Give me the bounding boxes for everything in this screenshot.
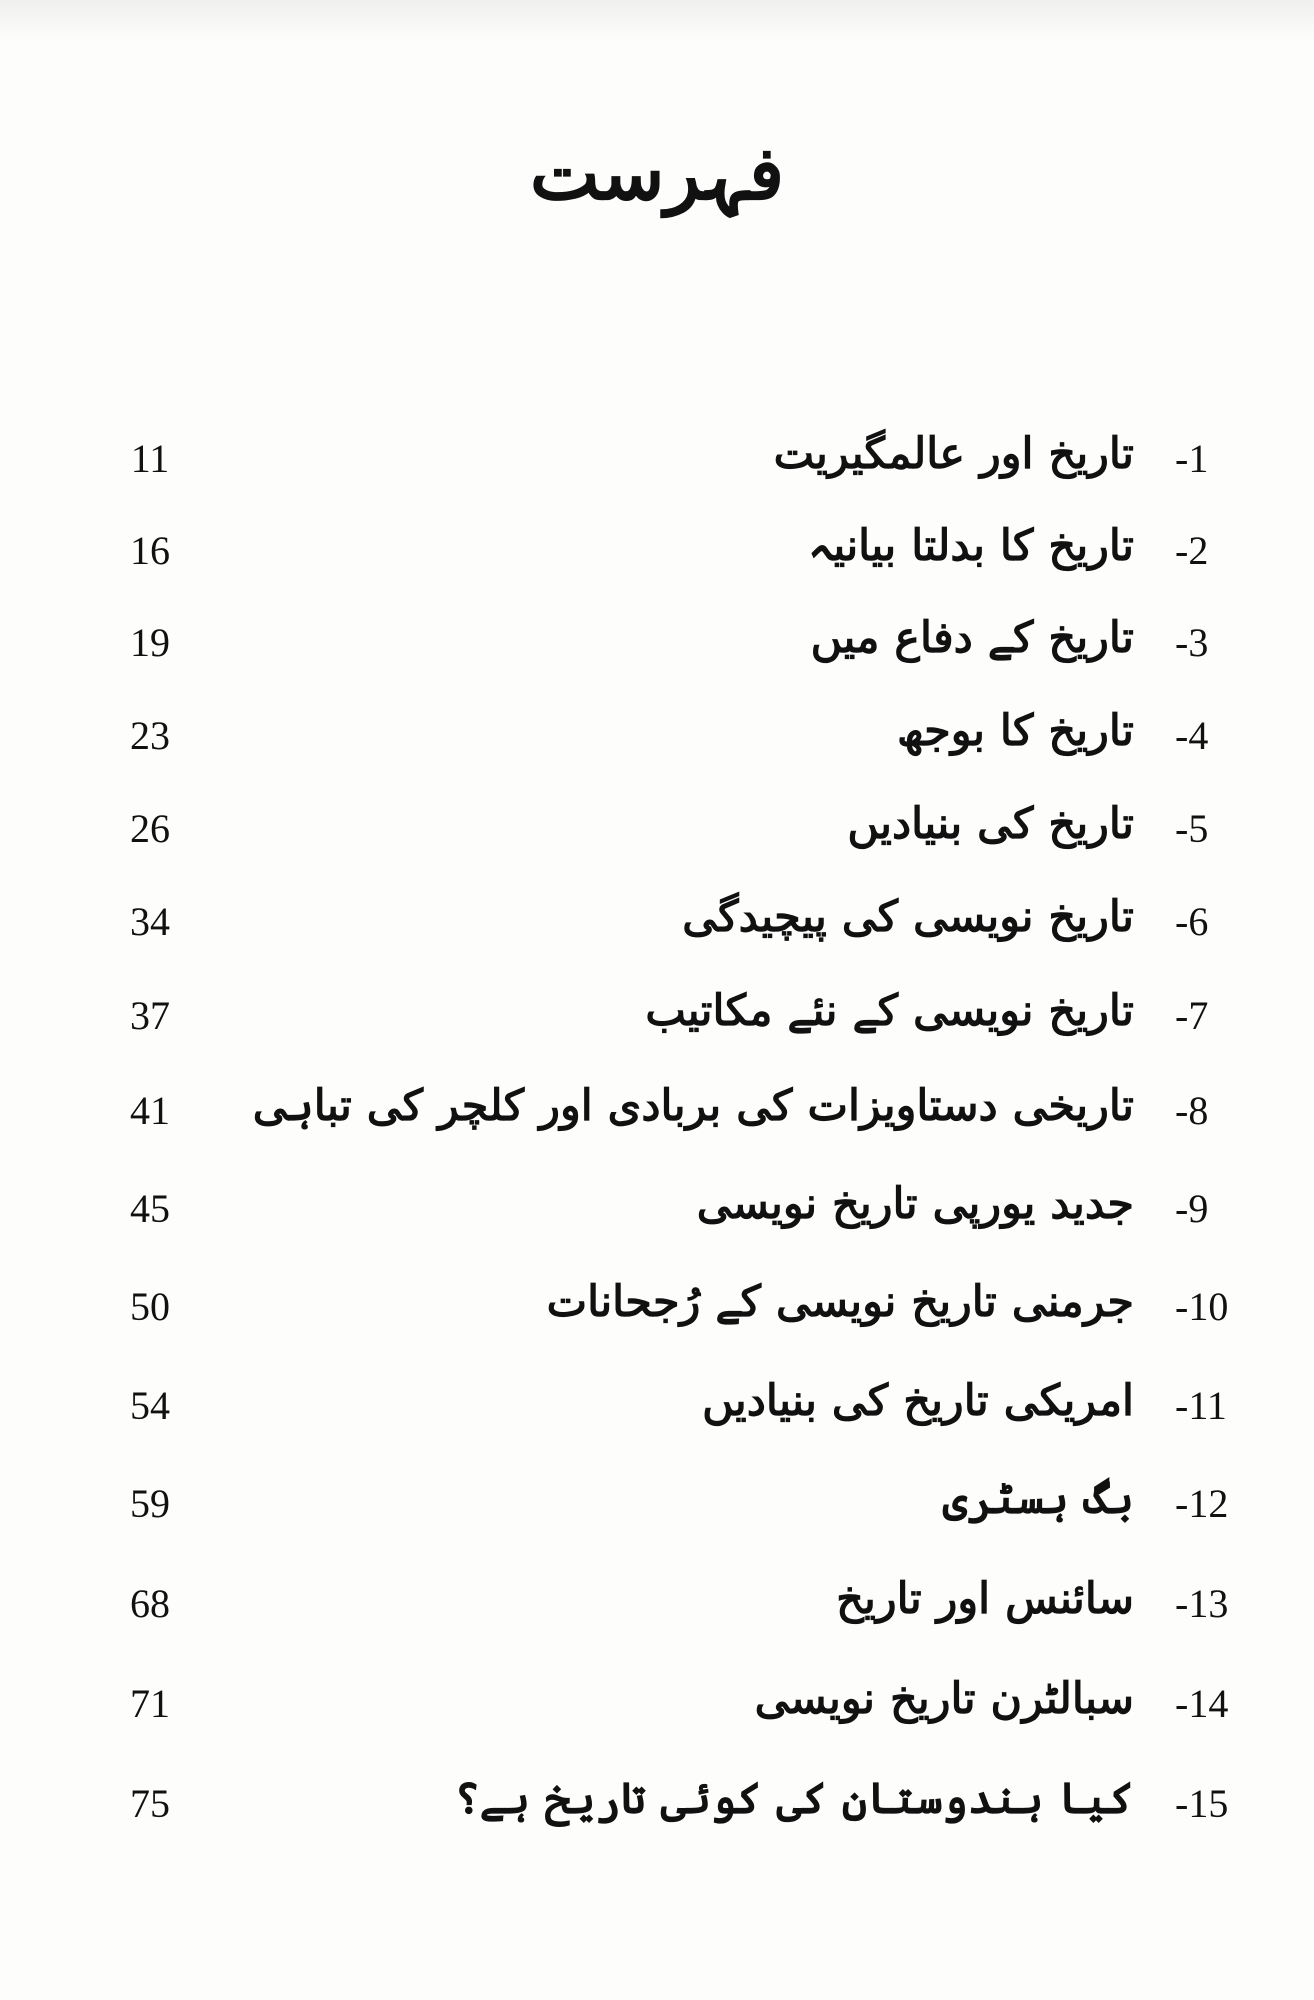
toc-entry[interactable]	[0, 1175, 1314, 1265]
entry-title: جدید یورپی تاریخ نویسی	[696, 1179, 1134, 1229]
entry-title: تاریخ اور عالمگیریت	[773, 429, 1134, 479]
toc-entry[interactable]	[0, 1273, 1314, 1363]
entry-number: -9	[1175, 1186, 1209, 1231]
entry-page-number: 71	[130, 1681, 170, 1726]
entry-number: -1	[1175, 436, 1209, 481]
entry-page-number: 75	[130, 1781, 170, 1826]
entry-title: جرمنی تاریخ نویسی کے رُجحانات	[546, 1277, 1134, 1327]
entry-page-number: 41	[130, 1088, 170, 1133]
table-of-contents	[0, 425, 1314, 1905]
entry-title: تاریخ کی بنیادیں	[847, 799, 1134, 849]
entry-number: -7	[1175, 993, 1209, 1038]
entry-number: -14	[1175, 1681, 1229, 1726]
entry-page-number: 68	[130, 1581, 170, 1626]
toc-entry[interactable]	[0, 517, 1314, 607]
entry-number: -5	[1175, 806, 1209, 851]
entry-title: سبالٹرن تاریخ نویسی	[754, 1674, 1134, 1724]
toc-entry[interactable]	[0, 795, 1314, 885]
entry-title: امریکی تاریخ کی بنیادیں	[702, 1376, 1134, 1426]
entry-page-number: 26	[130, 806, 170, 851]
entry-title: تاریخ کا بدلتا بیانیہ	[808, 521, 1134, 571]
entry-page-number: 34	[130, 899, 170, 944]
entry-title: تاریخ نویسی کے نئے مکاتیب	[645, 986, 1134, 1036]
entry-number: -2	[1175, 528, 1209, 573]
entry-number: -11	[1175, 1383, 1227, 1428]
entry-number: -8	[1175, 1088, 1209, 1133]
toc-entry[interactable]	[0, 702, 1314, 792]
entry-number: -12	[1175, 1481, 1229, 1526]
entry-number: -15	[1175, 1781, 1229, 1826]
entry-number: -13	[1175, 1581, 1229, 1626]
toc-entry[interactable]	[0, 1770, 1314, 1860]
toc-entry[interactable]	[0, 1570, 1314, 1660]
entry-title: کیا ہندوستان کی کوئی تاریخ ہے؟	[454, 1774, 1134, 1824]
entry-page-number: 59	[130, 1481, 170, 1526]
entry-page-number: 50	[130, 1284, 170, 1329]
entry-page-number: 45	[130, 1186, 170, 1231]
toc-entry[interactable]	[0, 1470, 1314, 1560]
entry-page-number: 16	[130, 528, 170, 573]
entry-title: سائنس اور تاریخ	[836, 1574, 1134, 1624]
entry-number: -6	[1175, 899, 1209, 944]
page-title: فہرست	[529, 131, 785, 217]
entry-title: تاریخی دستاویزات کی بربادی اور کلچر کی تباہی	[252, 1081, 1134, 1131]
entry-page-number: 37	[130, 993, 170, 1038]
entry-title: تاریخ کا بوجھ	[896, 706, 1134, 756]
entry-number: -3	[1175, 620, 1209, 665]
toc-entry[interactable]	[0, 609, 1314, 699]
toc-entry[interactable]	[0, 1670, 1314, 1760]
entry-page-number: 19	[130, 620, 170, 665]
toc-entry[interactable]	[0, 425, 1314, 515]
toc-entry[interactable]	[0, 1372, 1314, 1462]
toc-entry[interactable]	[0, 888, 1314, 978]
entry-title: تاریخ نویسی کی پیچیدگی	[682, 892, 1134, 942]
entry-number: -10	[1175, 1284, 1229, 1329]
entry-title: تاریخ کے دفاع میں	[810, 613, 1134, 663]
toc-entry[interactable]	[0, 982, 1314, 1072]
entry-title: بگ ہسٹری	[942, 1474, 1134, 1524]
entry-page-number: 23	[130, 713, 170, 758]
entry-page-number: 11	[130, 436, 170, 481]
scan-edge-shadow	[0, 0, 1314, 40]
entry-page-number: 54	[130, 1383, 170, 1428]
toc-entry[interactable]	[0, 1077, 1314, 1167]
entry-number: -4	[1175, 713, 1209, 758]
